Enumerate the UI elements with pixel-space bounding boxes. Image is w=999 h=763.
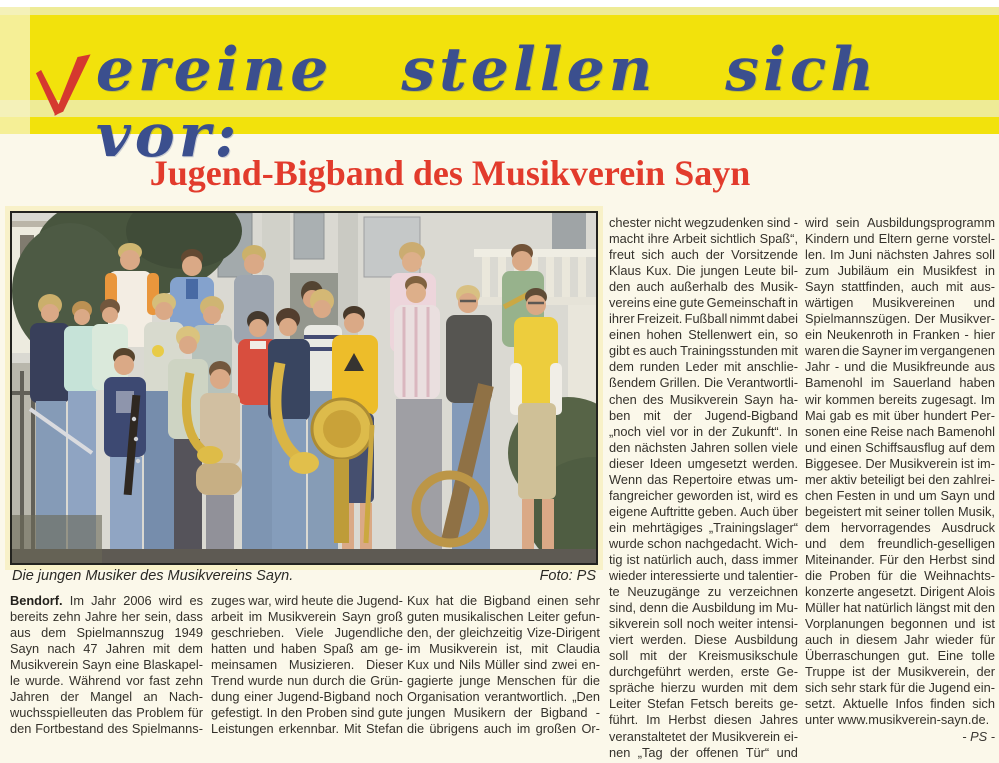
text-line: Leistungen erkennbar. Mit Stefan [211,721,403,737]
text-line: Kux und Nils Müller sind zwei en- [407,657,600,673]
text-line: im Musikverein ist, mit Claudia [407,641,600,657]
text-line: setzt. Aktuelle Infos finden sich [805,696,995,712]
banner-title [32,37,999,169]
text-line: ßendem Grillen. Die Verantwortli- [609,375,798,391]
text-line: wieder interessierte und talentier- [609,568,798,584]
text-line: sikverein soll noch weiter intensi- [609,616,798,632]
text-line: und einen Schiffsausflug auf dem [805,439,995,455]
text-line: gefestigt. In den Proben sind gute [211,705,403,721]
text-line: die Proben für die Weihnachts- [805,568,995,584]
text-line: vereins eine gute Gemeinschaft in [609,295,798,311]
text-line: Musikverein Sayn eine Blaskapel- [10,657,203,673]
text-line: gagierte junge Menschen für die [407,673,600,689]
text-line: sonen eine Reise nach Bamenohl [805,423,995,439]
text-line: ein Neukenroth in Franken - hier [805,327,995,343]
text-line: mer aktiv beteiligt bei den zahlrei- [805,471,995,487]
text-line: Mai gab es mit über hundert Per- [805,407,995,423]
banner-left-fade [0,7,30,134]
text-line: ben mit der Jugend-Bigband [609,407,798,423]
text-line: waren die Sayner im vergangenen [805,343,995,359]
text-line: gibt es auch Trainingsstunden mit [609,343,798,359]
text-line: Jahren der Mangel an Nach- [10,689,203,705]
text-line: sind, denn die Ausbildung im Mu- [609,600,798,616]
article-headline: Jugend-Bigband des Musikverein Sayn [149,153,751,193]
text-line: Leiter Stefan Fetsch bereits ge- [609,696,798,712]
text-line: jungen Musikern der Bigband - [407,705,600,721]
text-line: dem runden Leder mit anschlie- [609,359,798,375]
text-line: Überraschungen gut. Eine tolle [805,648,995,664]
text-line: begeistert mit seiner tollen Musik, [805,503,995,519]
text-line: chen Festen in und um Sayn und [805,487,995,503]
text-line: Sayn nach 47 Jahren mit dem [10,641,203,657]
text-line: te Neuzugänge zu verzeichnen [609,584,798,600]
text-line: arbeit im Musikverein Sayn groß [211,609,403,625]
text-line: Kindern und Eltern gerne vorstel- [805,231,995,247]
text-line: einen hohen Stellenwert ein, so [609,327,798,343]
text-line: nen „Tag der offenen Tür“ und [609,744,798,760]
photo-caption-row [12,568,596,584]
text-line: soll mit der Kreismusikschule [609,648,798,664]
text-line: Sayn stattfinden, auch mit aus- [805,279,995,295]
text-line: ein mehrtägiges „Trainingslager“ [609,519,798,535]
text-line: bereits zehn Jahre her sein, dass [10,609,203,625]
text-line: Biggesee. Der Musikverein ist im- [805,455,995,471]
text-line: den Fortbestand des Spielmanns- [10,721,203,737]
text-line: wir kommen bereits zugesagt. Im [805,391,995,407]
text-line: wärtigen Musikvereinen und [805,295,995,311]
article-column-4 [609,215,798,761]
v-checkmark-icon [32,47,92,123]
text-line: zum Jubiläum ein Musikfest in [805,263,995,279]
text-line: le wurde. Während vor fast zehn [10,673,203,689]
text-line: macht ihre Arbeit sichtlich Spaß“, [609,231,798,247]
photo-credit: Foto: PS [539,568,596,584]
text-line: ihrer Freizeit. Fußball nimmt dabei [609,311,798,327]
article-column-5 [805,215,995,745]
text-line: Jahr - und die Musikfreunde aus [805,359,995,375]
text-line: chen des Musikverein Sayn ha- [609,391,798,407]
text-line: fangreicher geworden ist, wird es [609,487,798,503]
text-line: geschrieben. Viele Jugendliche [211,625,403,641]
text-line: guten musikalischen Leiter gefun- [407,609,600,625]
text-line: - PS - [962,728,995,744]
text-line: Organisation verantwortlich. „Den [407,689,600,705]
article-column-2 [211,593,403,737]
photo-scene [12,213,596,563]
text-line: dieser Ideen umgesetzt werden. [609,455,798,471]
text-line: zuges war, wird heute die Jugend- [211,593,403,608]
text-line: sich sehr stark für die Jugend ein- [805,680,995,696]
text-line: Trend wurde nun durch die Grün- [211,673,403,689]
text-line: die übrigens auch im großen Or- [407,721,600,737]
text-line: wird sein Ausbildungsprogramm [805,215,995,230]
text-line: durchgeführt werden, erste Ge- [609,664,798,680]
text-line: den auch außerhalb des Musik- [609,279,798,295]
text-line: Miteinander. Für den Herbst sind [805,551,995,567]
text-line: Spielmannszügen. Der Musikver- [805,311,995,327]
text-line: wuchsspielleuten das Problem für [10,705,203,721]
text-line: den nächsten Jahren sollen viele [609,439,798,455]
text-line: viert werden. Diese Ausbildung [609,632,798,648]
text-line: veranstaltetet der Musikverein ei- [609,728,798,744]
article-column-1 [10,593,203,737]
photo-haze [12,213,596,563]
text-line: und dem freundlich-geselligen [805,535,995,551]
text-line: „noch viel vor in der Zukunft“. In [609,423,798,439]
text-line: aus dem Spielmannszug 1949 [10,625,203,641]
text-line: dem hervorragendes Ausdruck [805,519,995,535]
text-line: dung einer Jugend-Bigband noch [211,689,403,705]
text-line: spräche hierzu wurden mit dem [609,680,798,696]
text-line: den, der gleichzeitig Vize-Dirigent [407,625,600,641]
text-line: Kux hat die Bigband einen sehr [407,593,600,608]
text-line: Wenn das Repertoire etwas um- [609,471,798,487]
article-column-3 [407,593,600,737]
text-line: len. Im Juni nächsten Jahres soll [805,247,995,263]
text-line: Bendorf. Im Jahr 2006 wird es [10,593,203,608]
text-line: Vorplanungen begonnen und ist [805,616,995,632]
text-line: konzerte angesetzt. Dirigent Alois [805,584,995,600]
text-line: auch in diesem Jahr wieder für [805,632,995,648]
text-line: eigene Auftritte geben. Auch über [609,503,798,519]
text-line: führt. Im Herbst diesen Jahres [609,712,798,728]
text-line: Truppe ist der Musikverein, der [805,664,995,680]
text-line: meinsamen Musizieren. Dieser [211,657,403,673]
text-line: hatten und haben Spaß am ge- [211,641,403,657]
article-photo [10,211,598,565]
text-line: Müller hat natürlich längst mit den [805,600,995,616]
banner-title-text: ereine stellen sich vor: [95,35,878,171]
text-line: unter www.musikverein-sayn.de. [805,712,990,728]
text-line: wurde schon nachgedacht. Wich- [609,535,798,551]
text-line: chester nicht wegzudenken sind - [609,215,798,230]
banner [0,7,999,171]
text-line: freut sich auch der Vorsitzende [609,247,798,263]
photo-caption: Die jungen Musiker des Musikvereins Sayn. [12,568,294,584]
text-line: Klaus Kux. Die jungen Leute bil- [609,263,798,279]
text-line: tig ist natürlich auch, dass immer [609,551,798,567]
text-line: Bamenohl im Sauerland haben [805,375,995,391]
